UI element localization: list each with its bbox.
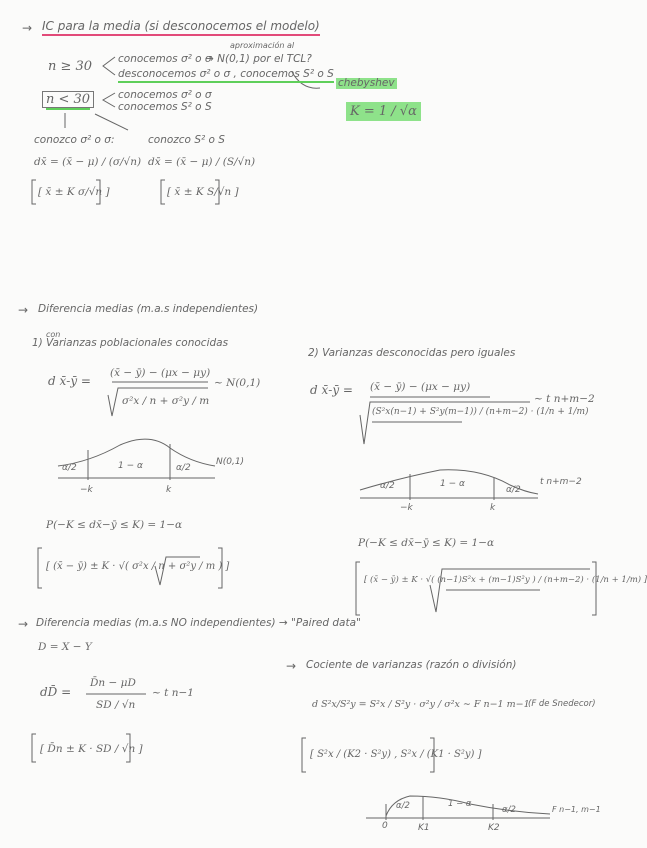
case2-ic-bracket-l [356, 562, 360, 615]
paired-stat-denominator: SD / √n [96, 699, 136, 711]
ic-right-bracket-l [161, 180, 165, 204]
left-case-ic: [ x̄ ± K σ/√n ] [38, 186, 110, 198]
case2-probability: P(−K ≤ dx̄−ȳ ≤ K) = 1−α [358, 537, 495, 549]
n-ge-30: n ≥ 30 [48, 59, 93, 74]
ratio-curve-k2: K2 [488, 823, 500, 833]
ic-left-bracket-l [32, 180, 36, 204]
case1-curve-kpos: k [166, 485, 172, 495]
case1-number: 1) [32, 337, 43, 349]
section4-title: Cociente de varianzas (razón o división) [306, 659, 517, 671]
ratio-stat: d S²x/S²y = S²x / S²y · σ²y / σ²x ∼ F n−1 m−1 [312, 699, 530, 710]
case2-distribution: ∼ t n+m−2 [534, 393, 595, 405]
case2-curve-alpha-right: α/2 [506, 485, 521, 495]
chebyshev-formula: K = 1 / √α [346, 102, 421, 121]
case2-title: 2) Varianzas desconocidas pero iguales [308, 347, 516, 359]
chebyshev-label: chebyshev [338, 77, 395, 89]
case1-distribution: ∼ N(0,1) [214, 377, 261, 389]
right-case-label: conozco S² o S [148, 134, 225, 146]
case1-title: Varianzas poblacionales conocidas [46, 337, 229, 349]
case1-probability: P(−K ≤ dx̄−ȳ ≤ K) = 1−α [46, 519, 183, 531]
ratio-curve-alpha-right: α/2 [502, 805, 516, 815]
ratio-curve-center: 1 − α [448, 799, 472, 809]
case1-numerator: (x̄ − ȳ) − (μx − μy) [110, 367, 211, 379]
case2-lhs: d x̄-ȳ = [310, 383, 353, 397]
section1-title-text: IC para la media (si desconocemos el modelo) [42, 19, 320, 36]
paired-stat-numerator: D̄n − μD [90, 677, 136, 689]
case1-curve-alpha-left: α/2 [62, 463, 77, 473]
paired-ic-bracket-l [32, 734, 36, 762]
n-lt-30 [42, 91, 94, 108]
n-lt-30-text: n < 30 [46, 92, 90, 110]
n-lt-30-known-sigma: conocemos σ² o σ [118, 89, 212, 101]
right-case-ic: [ x̄ ± K S/√n ] [167, 186, 239, 198]
right-case-stat: dx̄ = (x̄ − μ) / (S/√n) [148, 156, 256, 168]
ratio-curve-alpha-left: α/2 [396, 801, 410, 811]
case1-con: con [46, 330, 61, 339]
case2-curve-center: 1 − α [440, 479, 465, 489]
n-ge-30-result: → N(0,1) por el TCL? [205, 53, 312, 65]
section4-arrow: → [286, 659, 297, 673]
case2-ic: [ (x̄ − ȳ) ± K · √( (n−1)S²x + (m−1)S²y ) / (n+m−2) · (1/n + 1/m) ] [364, 575, 647, 585]
paired-ic: [ D̄n ± K · SD / √n ] [40, 743, 143, 755]
case2-denominator: (S²x(n−1) + S²y(m−1)) / (n+m−2) · (1/n + 1/m) [372, 407, 589, 417]
section2-title: Diferencia medias (m.a.s independientes) [38, 303, 259, 315]
case1-curve-center: 1 − α [118, 461, 143, 471]
case2-curve-kneg: −k [400, 503, 413, 513]
case2-curve-alpha-left: α/2 [380, 481, 395, 491]
case1-ic-bracket-l [38, 548, 42, 588]
case2-ic-bracket-r [592, 562, 596, 615]
case2-curve-kpos: k [490, 503, 496, 513]
ratio-ic-bracket-l [302, 738, 306, 772]
case1-lhs: d x̄-ȳ = [48, 374, 91, 388]
n-ge-30-unknown-text: desconocemos σ² o σ , conocemos S² o S [118, 68, 334, 83]
section1-title [42, 20, 320, 32]
left-case-stat: dx̄ = (x̄ − μ) / (σ/√n) [34, 156, 142, 168]
paired-stat-distribution: ∼ t n−1 [152, 687, 194, 699]
case2-numerator: (x̄ − ȳ) − (μx − μy) [370, 381, 471, 393]
case2-curve-dist: t n+m−2 [540, 477, 582, 487]
n-lt-30-known-s: conocemos S² o S [118, 101, 212, 113]
case1-ic: [ (x̄ − ȳ) ± K · √( σ²x / n + σ²y / m ) ] [46, 561, 230, 572]
case1-curve-dist: N(0,1) [216, 457, 245, 467]
case1-denominator: σ²x / n + σ²y / m [122, 395, 210, 407]
n-ge-30-unknown [118, 69, 334, 80]
ratio-curve-k1: K1 [418, 823, 430, 833]
section1-arrow: → [22, 21, 33, 35]
case1-curve-kneg: −k [80, 485, 93, 495]
section2-arrow: → [18, 303, 29, 317]
section3-arrow: → [18, 617, 29, 631]
arrow-right-down [95, 114, 128, 130]
left-case-label: conozco σ² o σ: [34, 134, 115, 146]
bracket-n-ge-30 [103, 57, 115, 75]
bracket-n-lt-30 [103, 93, 115, 107]
approximation-note: aproximación al [230, 41, 295, 50]
ratio-curve-dist: F n−1, m−1 [552, 805, 601, 814]
ratio-curve-zero: 0 [382, 821, 388, 831]
section3-title: Diferencia medias (m.a.s NO independientes) → "Paired data" [36, 617, 361, 629]
ratio-note: (F de Snedecor) [528, 699, 596, 709]
paired-definition: D = X − Y [38, 641, 92, 653]
n-ge-30-known: conocemos σ² o σ [118, 53, 212, 65]
ratio-ic: [ S²x / (K2 · S²y) , S²x / (K1 · S²y) ] [310, 749, 482, 760]
paired-stat-lhs: dD̄ = [40, 685, 72, 699]
case1-curve-alpha-right: α/2 [176, 463, 191, 473]
